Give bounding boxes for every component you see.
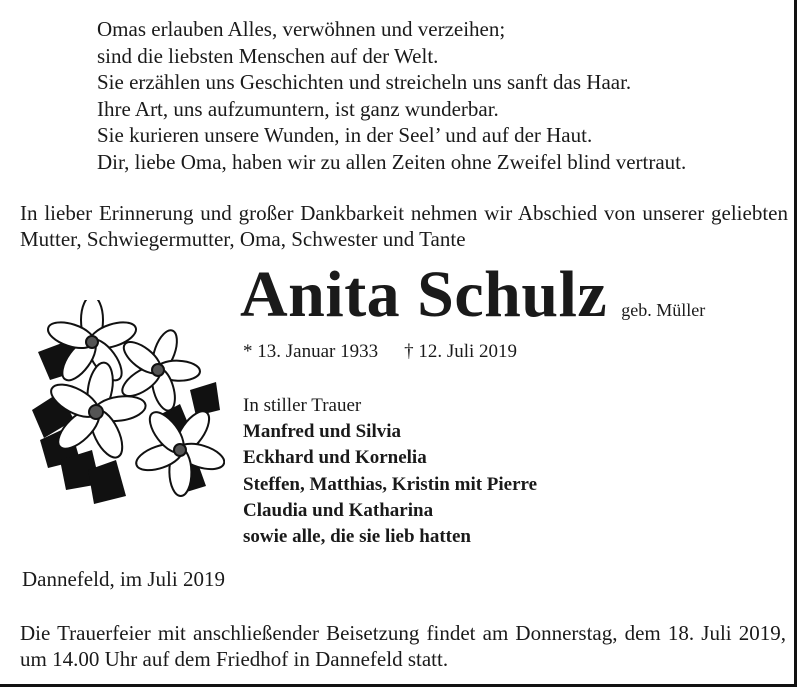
poem-line: Dir, liebe Oma, haben wir zu allen Zeiten ohne Zweifel blind vertraut.: [97, 149, 687, 174]
mourners-heading: In stiller Trauer: [243, 395, 362, 416]
mourner-entry: Eckhard und Kornelia: [243, 447, 427, 469]
deceased-name: Anita Schulz: [240, 258, 608, 331]
poem-line: Sie kurieren unsere Wunden, in der Seel’ und auf der Haut.: [97, 123, 593, 147]
intro-text: In lieber Erinnerung und großer Dankbarkeit nehmen wir Abschied von unserer geliebten Mutter, Schwiegermutter, Oma, Schwester und Tante: [20, 201, 788, 251]
flower-bouquet-icon: [30, 300, 225, 510]
mourners-block: [243, 393, 537, 550]
mourner-entry: Claudia und Katharina: [243, 499, 434, 521]
mourner-entry: sowie alle, die sie lieb hatten: [243, 526, 471, 548]
life-dates: [243, 341, 517, 363]
mourners-list: [243, 419, 537, 550]
poem: [97, 16, 686, 175]
birth-date: * 13. Januar 1933: [243, 341, 379, 362]
place-date: Dannefeld, im Juli 2019: [22, 567, 225, 591]
deceased-heading: [240, 255, 705, 335]
birth-name: geb. Müller: [621, 300, 706, 320]
poem-line: Sie erzählen uns Geschichten und streicheln uns sanft das Haar.: [97, 70, 632, 94]
poem-line: sind die liebsten Menschen auf der Welt.: [97, 43, 439, 68]
funeral-notice: Die Trauerfeier mit anschließender Beisetzung findet am Donnerstag, dem 18. Juli 2019, um 14.00 Uhr auf dem Friedhof in Dannefeld statt.: [20, 621, 786, 671]
mourner-entry: Steffen, Matthias, Kristin mit Pierre: [243, 473, 538, 495]
death-date: † 12. Juli 2019: [404, 341, 518, 362]
poem-line: Ihre Art, uns aufzumuntern, ist ganz wunderbar.: [97, 96, 499, 121]
poem-line: Omas erlauben Alles, verwöhnen und verzeihen;: [97, 17, 506, 41]
mourner-entry: Manfred und Silvia: [243, 421, 402, 443]
